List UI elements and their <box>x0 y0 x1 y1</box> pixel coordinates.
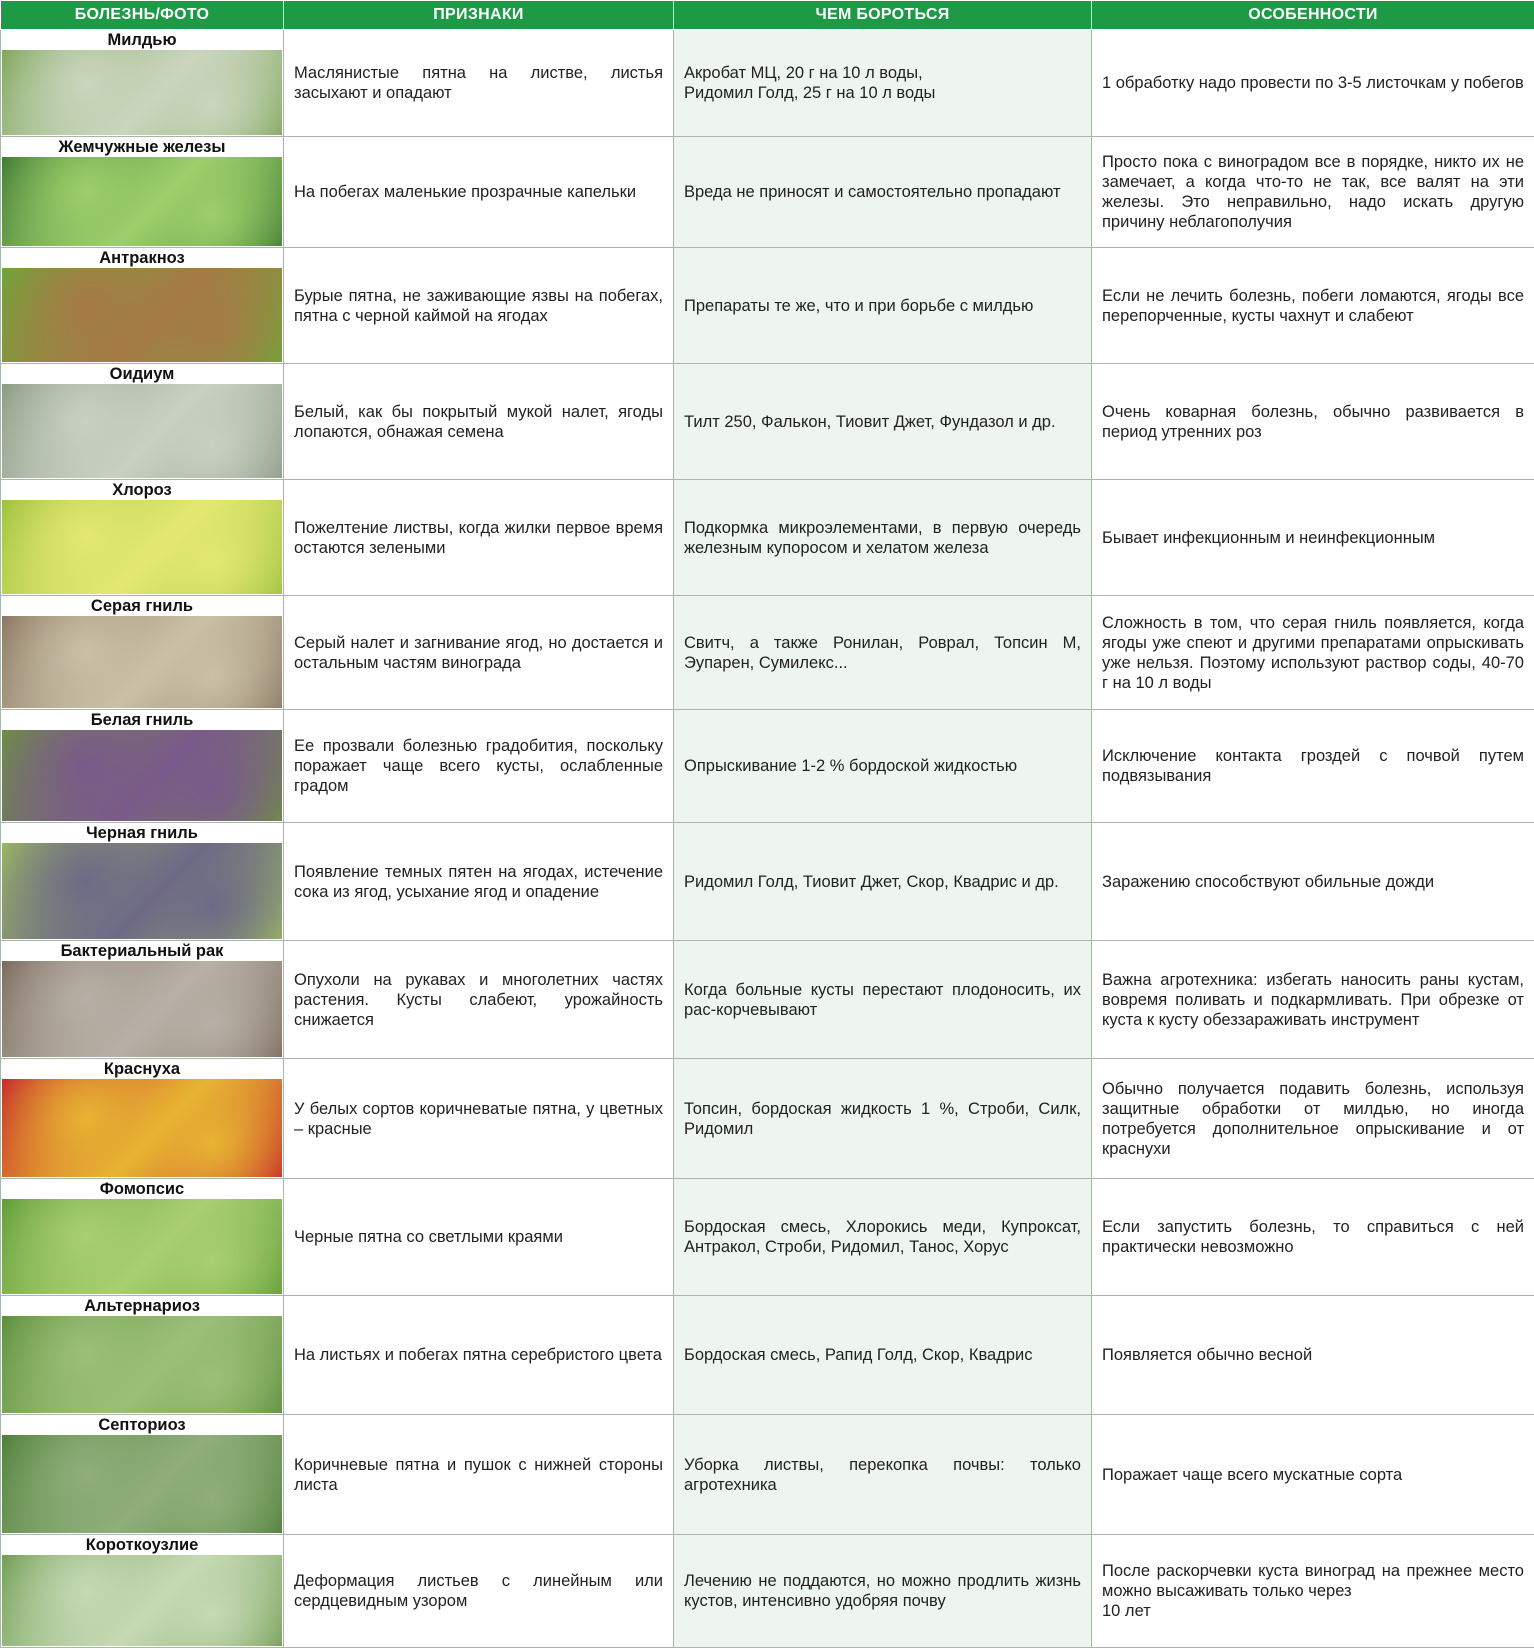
disease-name: Хлороз <box>1 480 283 500</box>
notes-cell: 1 обработку надо провести по 3-5 листочкам у побегов <box>1092 30 1534 137</box>
disease-photo-cell <box>1 30 284 137</box>
notes-cell: Поражает чаще всего мускатные сорта <box>1092 1415 1534 1535</box>
remedy-cell: Тилт 250, Фалькон, Тиовит Джет, Фундазол и др. <box>674 364 1092 480</box>
remedy-cell: Уборка листвы, перекопка почвы: только агротехника <box>674 1415 1092 1535</box>
table-body <box>1 30 1534 1648</box>
disease-photo <box>2 500 282 594</box>
disease-photo <box>2 616 282 708</box>
disease-photo-cell <box>1 1179 284 1296</box>
remedy-cell: Ридомил Голд, Тиовит Джет, Скор, Квадрис и др. <box>674 823 1092 941</box>
table-row <box>1 480 1534 596</box>
notes-cell: Важна агротехника: избегать наносить раны кустам, вовремя поливать и подкармливать. При обрезке от куста к кусту обеззараживать инструмент <box>1092 941 1534 1059</box>
table-row <box>1 596 1534 710</box>
header-signs: ПРИЗНАКИ <box>284 1 674 30</box>
table-row <box>1 137 1534 248</box>
notes-cell: Очень коварная болезнь, обычно развивается в период утренних роз <box>1092 364 1534 480</box>
disease-name: Серая гниль <box>1 596 283 616</box>
disease-photo <box>2 50 282 135</box>
notes-cell: Просто пока с виноградом все в порядке, никто их не замечает, а когда что-то не так, все валят на эти железы. Это неправильно, надо искать другую причину неблагополучия <box>1092 137 1534 248</box>
table-row <box>1 248 1534 364</box>
table-row <box>1 710 1534 823</box>
signs-cell: На листьях и побегах пятна серебристого цвета <box>284 1296 674 1415</box>
signs-cell: Серый налет и загнивание ягод, но достается и остальным частям винограда <box>284 596 674 710</box>
disease-name: Септориоз <box>1 1415 283 1435</box>
disease-photo <box>2 843 282 939</box>
disease-photo <box>2 730 282 821</box>
disease-name: Оидиум <box>1 364 283 384</box>
remedy-cell: Бордоская смесь, Рапид Голд, Скор, Квадрис <box>674 1296 1092 1415</box>
signs-cell: Появление темных пятен на ягодах, истечение сока из ягод, усыхание ягод и опадение <box>284 823 674 941</box>
header-notes: ОСОБЕННОСТИ <box>1092 1 1534 30</box>
notes-cell: Заражению способствуют обильные дожди <box>1092 823 1534 941</box>
table-row <box>1 364 1534 480</box>
disease-photo-cell <box>1 480 284 596</box>
remedy-cell: Лечению не поддаются, но можно продлить жизнь кустов, интенсивно удобряя почву <box>674 1535 1092 1648</box>
disease-name: Жемчужные железы <box>1 137 283 157</box>
header-row <box>1 1 1534 30</box>
table-row <box>1 1179 1534 1296</box>
disease-name: Антракноз <box>1 248 283 268</box>
notes-cell: Бывает инфекционным и неинфекционным <box>1092 480 1534 596</box>
disease-name: Милдью <box>1 30 283 50</box>
notes-cell: Появляется обычно весной <box>1092 1296 1534 1415</box>
disease-name: Короткоузлие <box>1 1535 283 1555</box>
disease-photo-cell <box>1 1296 284 1415</box>
signs-cell: Маслянистые пятна на листве, листья засыхают и опадают <box>284 30 674 137</box>
signs-cell: Деформация листьев с линейным или сердцевидным узором <box>284 1535 674 1648</box>
table-row <box>1 1415 1534 1535</box>
disease-photo-cell <box>1 1535 284 1648</box>
disease-name: Фомопсис <box>1 1179 283 1199</box>
notes-cell: Обычно получается подавить болезнь, используя защитные обработки от милдью, но иногда потребуется дополнительное опрыскивание и от краснухи <box>1092 1059 1534 1179</box>
disease-name: Черная гниль <box>1 823 283 843</box>
notes-cell: Сложность в том, что серая гниль появляется, когда ягоды уже спеют и другими препаратами опрыскивать уже нельзя. Поэтому используют раствор соды, 40-70 г на 10 л воды <box>1092 596 1534 710</box>
disease-photo-cell <box>1 941 284 1059</box>
disease-photo <box>2 157 282 246</box>
header-disease-photo: БОЛЕЗНЬ/ФОТО <box>1 1 284 30</box>
signs-cell: Черные пятна со светлыми краями <box>284 1179 674 1296</box>
signs-cell: Опухоли на рукавах и многолетних частях растения. Кусты слабеют, урожайность снижается <box>284 941 674 1059</box>
signs-cell: Бурые пятна, не заживающие язвы на побегах, пятна с черной каймой на ягодах <box>284 248 674 364</box>
signs-cell: У белых сортов коричневатые пятна, у цветных – красные <box>284 1059 674 1179</box>
table-row <box>1 1535 1534 1648</box>
table-row <box>1 30 1534 137</box>
disease-photo <box>2 268 282 362</box>
signs-cell: На побегах маленькие прозрачные капельки <box>284 137 674 248</box>
disease-photo <box>2 1435 282 1533</box>
disease-photo-cell <box>1 1059 284 1179</box>
disease-photo-cell <box>1 364 284 480</box>
disease-photo <box>2 961 282 1057</box>
signs-cell: Коричневые пятна и пушок с нижней стороны листа <box>284 1415 674 1535</box>
disease-photo <box>2 384 282 478</box>
remedy-cell: Вреда не приносят и самостоятельно пропадают <box>674 137 1092 248</box>
disease-photo <box>2 1199 282 1294</box>
remedy-cell: Опрыскивание 1-2 % бордоской жидкостью <box>674 710 1092 823</box>
remedy-cell: Топсин, бордоская жидкость 1 %, Строби, Силк, Ридомил <box>674 1059 1092 1179</box>
disease-photo-cell <box>1 596 284 710</box>
remedy-cell: Бордоская смесь, Хлорокись меди, Купроксат, Антракол, Строби, Ридомил, Танос, Хорус <box>674 1179 1092 1296</box>
signs-cell: Ее прозвали болезнью градобития, поскольку поражает чаще всего кусты, ослабленные градом <box>284 710 674 823</box>
disease-photo-cell <box>1 710 284 823</box>
notes-cell: Если запустить болезнь, то справиться с ней практически невозможно <box>1092 1179 1534 1296</box>
disease-name: Бактериальный рак <box>1 941 283 961</box>
disease-photo <box>2 1555 282 1646</box>
disease-photo-cell <box>1 823 284 941</box>
disease-photo-cell <box>1 1415 284 1535</box>
table-row <box>1 941 1534 1059</box>
remedy-cell: Когда больные кусты перестают плодоносить, их рас-корчевывают <box>674 941 1092 1059</box>
notes-cell: После раскорчевки куста виноград на прежнее место можно высаживать только через 10 лет <box>1092 1535 1534 1648</box>
disease-name: Белая гниль <box>1 710 283 730</box>
remedy-cell: Свитч, а также Ронилан, Роврал, Топсин М, Эупарен, Сумилекс... <box>674 596 1092 710</box>
remedy-cell: Подкормка микроэлементами, в первую очередь железным купоросом и хелатом железа <box>674 480 1092 596</box>
signs-cell: Пожелтение листвы, когда жилки первое время остаются зелеными <box>284 480 674 596</box>
table-row <box>1 1059 1534 1179</box>
remedy-cell: Акробат МЦ, 20 г на 10 л воды, Ридомил Голд, 25 г на 10 л воды <box>674 30 1092 137</box>
header-remedy: ЧЕМ БОРОТЬСЯ <box>674 1 1092 30</box>
table-row <box>1 1296 1534 1415</box>
disease-name: Краснуха <box>1 1059 283 1079</box>
table-row <box>1 823 1534 941</box>
notes-cell: Исключение контакта гроздей с почвой путем подвязывания <box>1092 710 1534 823</box>
remedy-cell: Препараты те же, что и при борьбе с милдью <box>674 248 1092 364</box>
signs-cell: Белый, как бы покрытый мукой налет, ягоды лопаются, обнажая семена <box>284 364 674 480</box>
disease-photo <box>2 1079 282 1177</box>
disease-photo-cell <box>1 248 284 364</box>
disease-name: Альтернариоз <box>1 1296 283 1316</box>
notes-cell: Если не лечить болезнь, побеги ломаются, ягоды все перепорченные, кусты чахнут и слабеют <box>1092 248 1534 364</box>
disease-photo-cell <box>1 137 284 248</box>
disease-photo <box>2 1316 282 1413</box>
